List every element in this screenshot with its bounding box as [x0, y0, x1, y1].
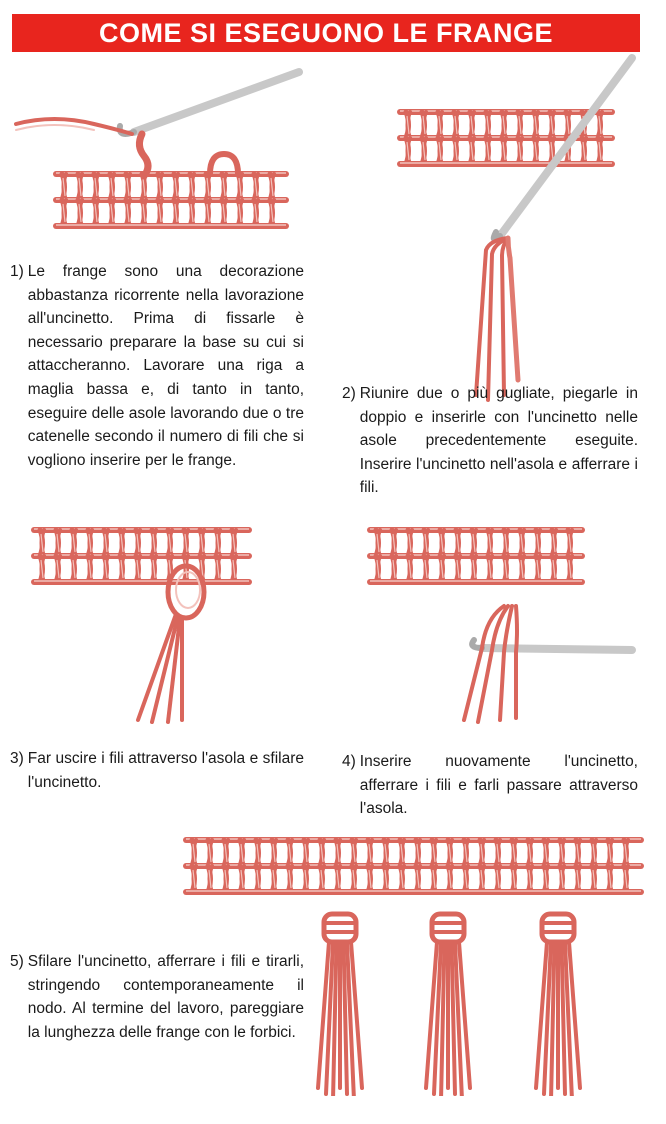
- step-4-number: 4): [342, 753, 356, 770]
- illustration-step-1: [14, 62, 304, 252]
- step-3-number: 3): [10, 750, 24, 767]
- illustration-step-3: [28, 522, 258, 727]
- step-5-number: 5): [10, 953, 24, 970]
- illustration-step-2: [390, 50, 640, 405]
- crochet-band: [56, 173, 286, 226]
- title-banner: [12, 14, 640, 52]
- step-5-text: [10, 950, 304, 1044]
- crochet-band: [400, 111, 612, 164]
- step-1-text: [10, 260, 304, 472]
- step-1-number: 1): [10, 263, 24, 280]
- step-4-text: [342, 750, 638, 821]
- step-5-body: Sfilare l'uncinetto, afferrare i fili e tirarli, stringendo contemporaneamente il nodo. Al termine del lavoro, pareggiare la lunghezza delle frange con le forbici.: [27, 953, 304, 1041]
- fringe-knot-1: [318, 914, 362, 1096]
- fringe-knot-2: [426, 914, 470, 1096]
- page-title: COME SI ESEGUONO LE FRANGE: [98, 17, 554, 48]
- step-2-number: 2): [342, 385, 356, 402]
- hook-icon: [134, 72, 299, 132]
- fringe-knot-3: [536, 914, 580, 1096]
- step-1-body: Le frange sono una decorazione abbastanza ricorrente nella lavorazione all'uncinetto. Prima di fissarle è necessario preparare la base su cui si attaccheranno. Lavorare una riga a maglia bassa e, di tanto in tanto, eseguire delle asole lavorando due o tre catenelle secondo il numero di fili che si vogliono inserire per le frange.: [27, 263, 304, 469]
- crochet-band: [370, 529, 582, 582]
- step-2-body: Riunire due o più gugliate, piegarle in doppio e inserirle con l'uncinetto nelle asole precedentemente eseguite. Inserire l'uncinetto nell'asola e afferrare i fili.: [359, 385, 638, 497]
- step-3-body: Far uscire i fili attraverso l'asola e sfilare l'uncinetto.: [27, 750, 304, 791]
- step-3-text: [10, 747, 304, 794]
- step-4-body: Inserire nuovamente l'uncinetto, afferrare i fili e farli passare attraverso l'asola.: [359, 753, 638, 818]
- step-2-text: [342, 382, 638, 500]
- illustration-step-4: [366, 522, 638, 727]
- crochet-band: [34, 529, 249, 582]
- crochet-band: [186, 839, 641, 892]
